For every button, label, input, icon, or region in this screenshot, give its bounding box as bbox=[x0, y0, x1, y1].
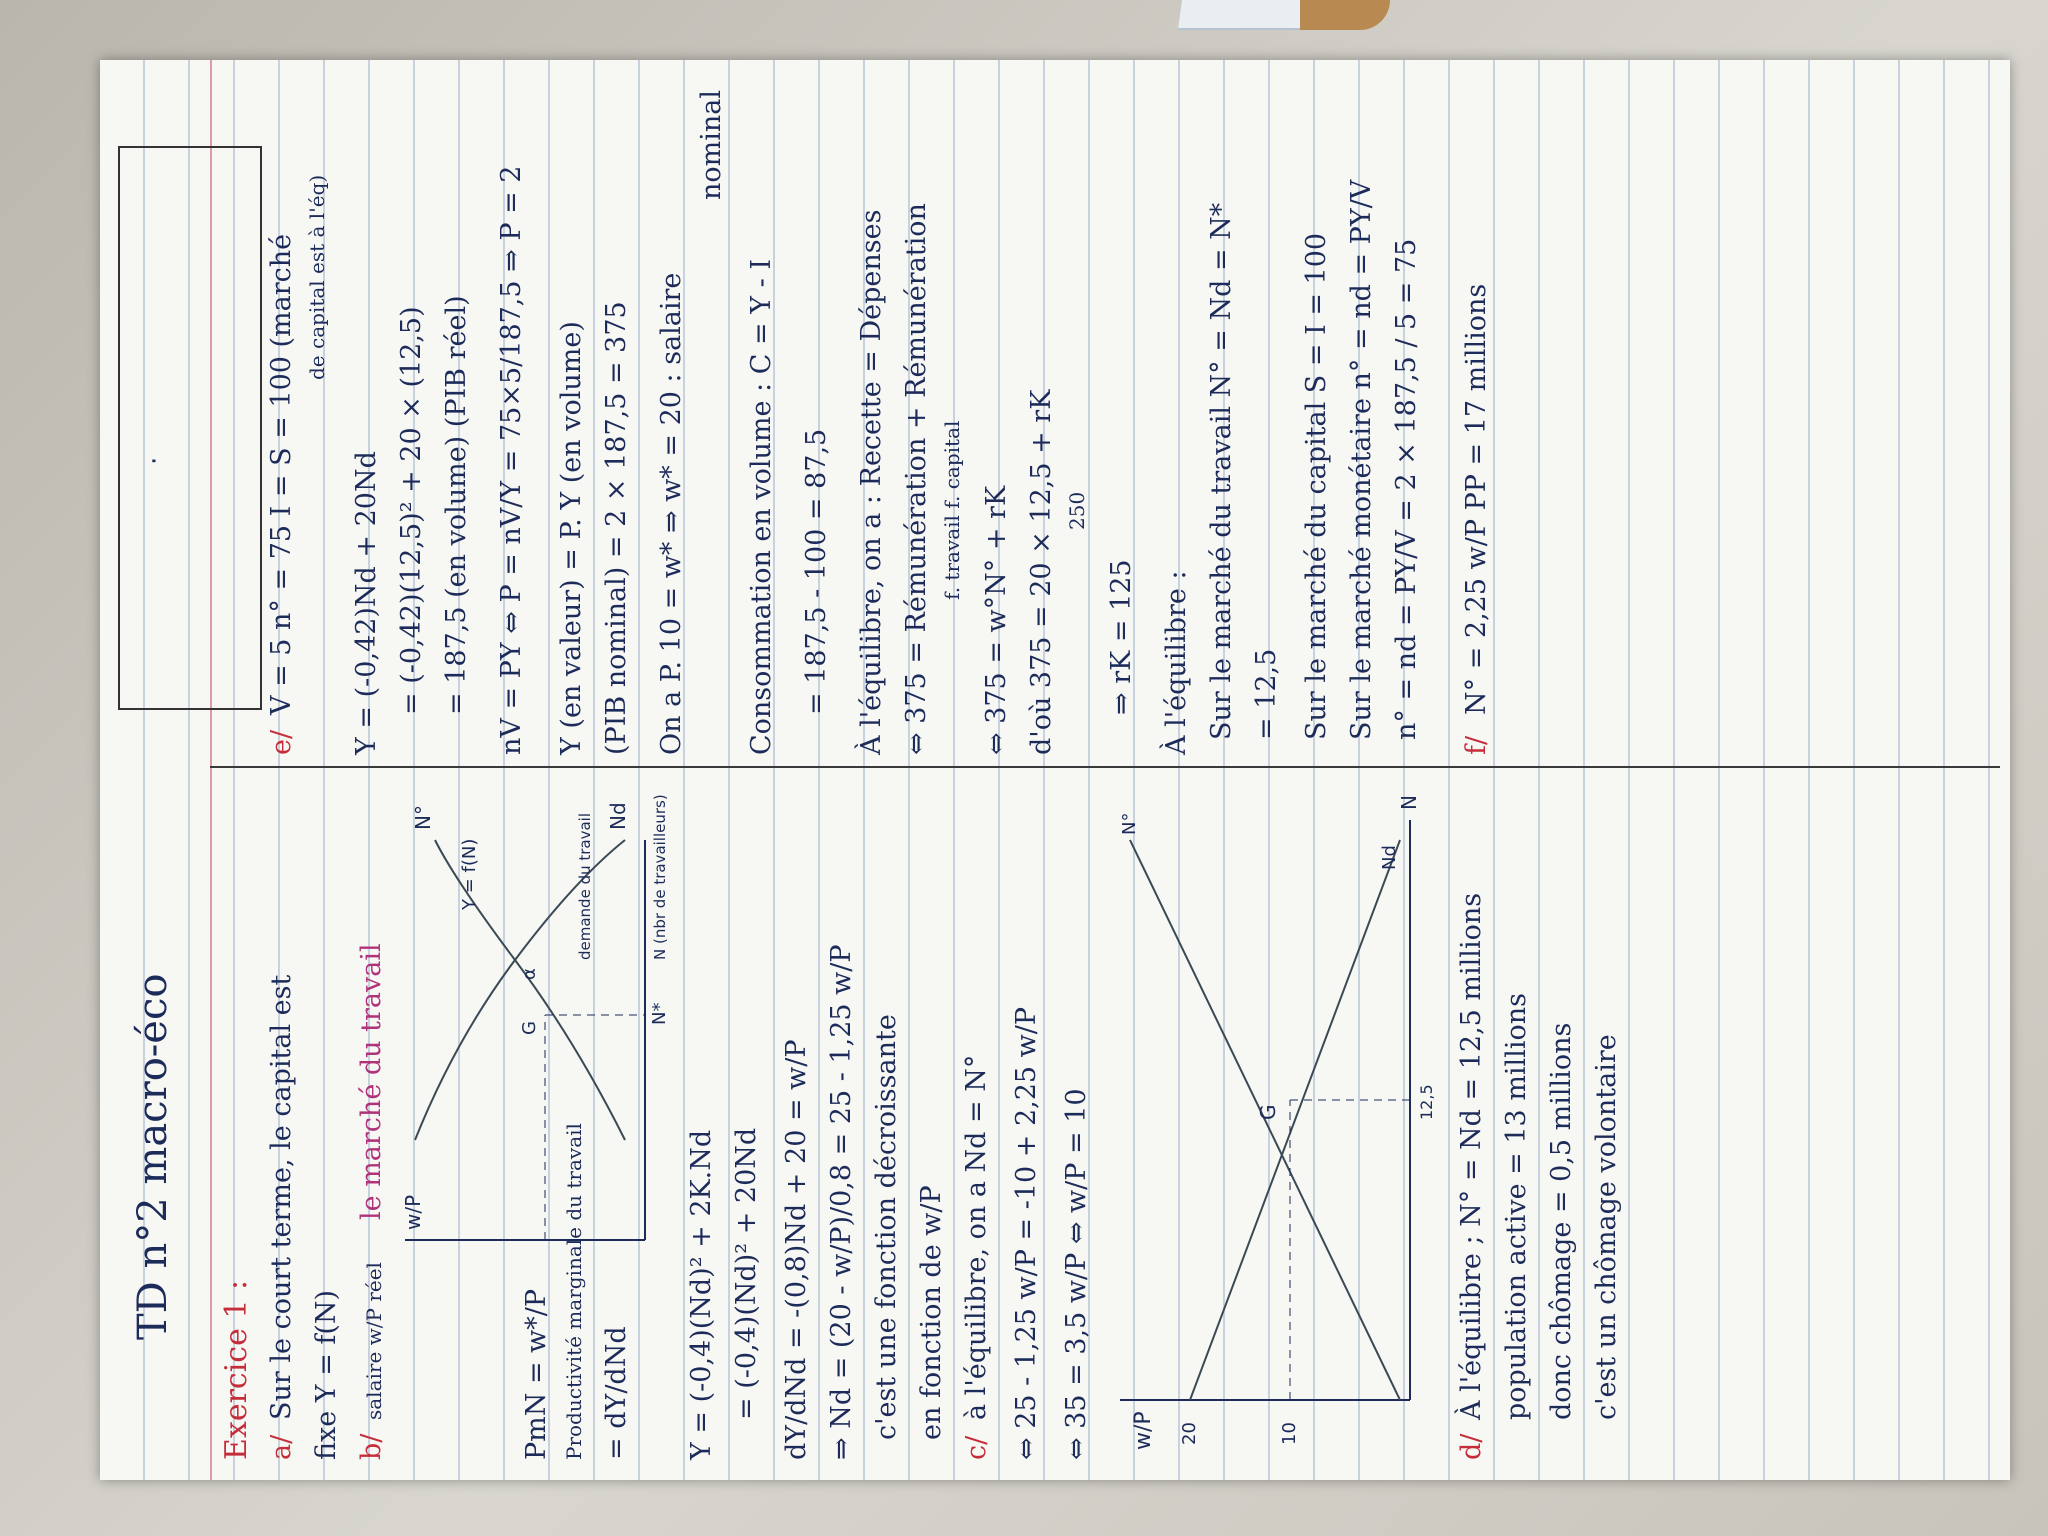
graph1-y-curve: Y = f(N) bbox=[459, 838, 480, 910]
e-line18: Sur le marché du capital S = I = 100 bbox=[1301, 232, 1332, 740]
part-a-line1: Sur le court terme, le capital est bbox=[266, 974, 297, 1420]
graph2-x-label: 12,5 bbox=[1417, 1084, 1436, 1120]
part-b-market: le marché du travail bbox=[356, 943, 387, 1220]
e-line1b: de capital est à l'éq) bbox=[305, 174, 329, 380]
graph1-n-star: N* bbox=[649, 1002, 670, 1025]
d-line1: À l'équilibre ; N° = Nd = 12,5 millions bbox=[1456, 892, 1487, 1420]
equilibrium-graph bbox=[1110, 780, 1440, 1460]
e-line5: nV = PY ⇔ P = nV/Y = 75×5/187,5 ⇒ P = 2 bbox=[496, 165, 527, 755]
e-line1: V = 5 n° = 75 I = S = 100 (marché bbox=[266, 233, 297, 715]
pm-formula: PmN = w*/P bbox=[521, 1288, 552, 1460]
e-line14: ⇒ rK = 125 bbox=[1106, 559, 1137, 715]
e-line13b: 250 bbox=[1065, 491, 1089, 530]
part-a-label: a/ bbox=[266, 1434, 297, 1460]
graph2-y20: 20 bbox=[1179, 1422, 1200, 1445]
notebook-sheet bbox=[100, 60, 2010, 1480]
b-eq2: = (-0,4)(Nd)² + 20Nd bbox=[731, 1127, 762, 1420]
b-text2: en fonction de w/P bbox=[916, 1185, 947, 1440]
b-text1: c'est une fonction décroissante bbox=[871, 1014, 902, 1440]
pm-caption: Productivité marginale du travail bbox=[562, 1123, 586, 1460]
tape-strip bbox=[1178, 0, 1312, 30]
e-line4: = 187,5 (en volume) (PIB réel) bbox=[441, 295, 472, 715]
c-line3: ⇔ 35 = 3,5 w/P ⇔ w/P = 10 bbox=[1061, 1088, 1092, 1460]
graph2-axis: N bbox=[1397, 795, 1421, 810]
e-line13: d'où 375 = 20 × 12,5 + rK bbox=[1026, 389, 1057, 755]
f-line: N° = 2,25 w/P PP = 17 millions bbox=[1461, 283, 1492, 715]
part-b-label: b/ bbox=[356, 1433, 387, 1460]
e-line15: À l'équilibre : bbox=[1161, 570, 1192, 755]
graph1-n-o: N° bbox=[411, 805, 435, 830]
e-line19: Sur le marché monétaire n° = nd = PY/V bbox=[1346, 179, 1377, 740]
graph2-demand-line bbox=[1190, 840, 1400, 1400]
b-eq3: dY/dNd = -(0,8)Nd + 20 = w/P bbox=[781, 1039, 812, 1460]
part-d-label: d/ bbox=[1456, 1433, 1487, 1460]
b-eq4: ⇒ Nd = (20 - w/P)/0,8 = 25 - 1,25 w/P bbox=[826, 944, 857, 1460]
e-line11: ⇔ 375 = Rémunération + Rémunération bbox=[901, 203, 932, 755]
e-line12: ⇔ 375 = w°N° + rK bbox=[981, 485, 1012, 755]
e-line6a: Y (en valeur) = P. Y (en volume) bbox=[556, 321, 587, 755]
graph2-nd: Nd bbox=[1379, 845, 1400, 870]
part-f-label: f/ bbox=[1461, 735, 1492, 755]
e-line3: = (-0,42)(12,5)² + 20 × (12,5) bbox=[396, 306, 427, 715]
part-c-label: c/ bbox=[961, 1435, 992, 1460]
e-line7b: nominal bbox=[696, 89, 727, 200]
part-b-salary: salaire w/P réel bbox=[362, 1262, 386, 1420]
e-line7: On a P. 10 = w* ⇒ w* = 20 : salaire bbox=[656, 272, 687, 755]
e-line17: = 12,5 bbox=[1251, 648, 1282, 740]
name-box bbox=[118, 146, 262, 710]
b-eq1: Y = (-0,4)(Nd)² + 2K.Nd bbox=[686, 1129, 717, 1460]
part-a-line2: fixe Y = f(N) bbox=[311, 1289, 342, 1460]
column-divider bbox=[210, 766, 2000, 768]
graph2-g: G bbox=[1256, 1104, 1280, 1120]
graph1-demand-caption: demande du travail bbox=[576, 812, 594, 960]
e-line2: Y = (-0,42)Nd + 20Nd bbox=[351, 451, 382, 755]
graph1-ylabel: w/P bbox=[401, 1194, 425, 1230]
e-line10: À l'équilibre, on a : Recette = Dépenses bbox=[856, 209, 887, 755]
e-line16: Sur le marché du travail N° = Nd = N* bbox=[1206, 202, 1237, 740]
pm-derivative: = dY/dNd bbox=[601, 1326, 632, 1460]
c-line1: à l'équilibre, on a Nd = N° bbox=[961, 1054, 992, 1420]
e-line9: = 187,5 - 100 = 87,5 bbox=[801, 428, 832, 715]
d-line4: c'est un chômage volontaire bbox=[1591, 1034, 1622, 1420]
graph2-supply-line bbox=[1130, 840, 1400, 1400]
graph2-no: N° bbox=[1119, 812, 1140, 835]
e-line6b: (PIB nominal) = 2 × 187,5 = 375 bbox=[601, 301, 632, 755]
d-line2: population active = 13 millions bbox=[1501, 993, 1532, 1420]
c-line2: ⇔ 25 - 1,25 w/P = -10 + 2,25 w/P bbox=[1011, 1006, 1042, 1460]
graph1-g-point: G bbox=[519, 1021, 540, 1035]
labor-market-graph bbox=[395, 780, 670, 1260]
page-title: TD n°2 macro-éco bbox=[130, 973, 176, 1340]
d-line3: donc chômage = 0,5 millions bbox=[1546, 1022, 1577, 1420]
e-line11b: f. travail f. capital bbox=[940, 420, 964, 600]
exercise-heading: Exercice 1 : bbox=[219, 1279, 254, 1460]
graph1-n-axis: N (nbr de travailleurs) bbox=[651, 794, 669, 960]
part-e-label: e/ bbox=[266, 729, 297, 755]
graph1-nd: Nd bbox=[606, 802, 630, 830]
graph2-ylabel: w/P bbox=[1131, 1411, 1156, 1450]
e-line8: Consommation en volume : C = Y - I bbox=[746, 259, 777, 755]
graph2-y10: 10 bbox=[1279, 1422, 1300, 1445]
name-box-mark: · bbox=[140, 456, 170, 465]
graph1-alpha: α bbox=[519, 968, 540, 980]
e-line20: n° = nd = PY/V = 2 × 187,5 / 5 = 75 bbox=[1391, 238, 1422, 740]
